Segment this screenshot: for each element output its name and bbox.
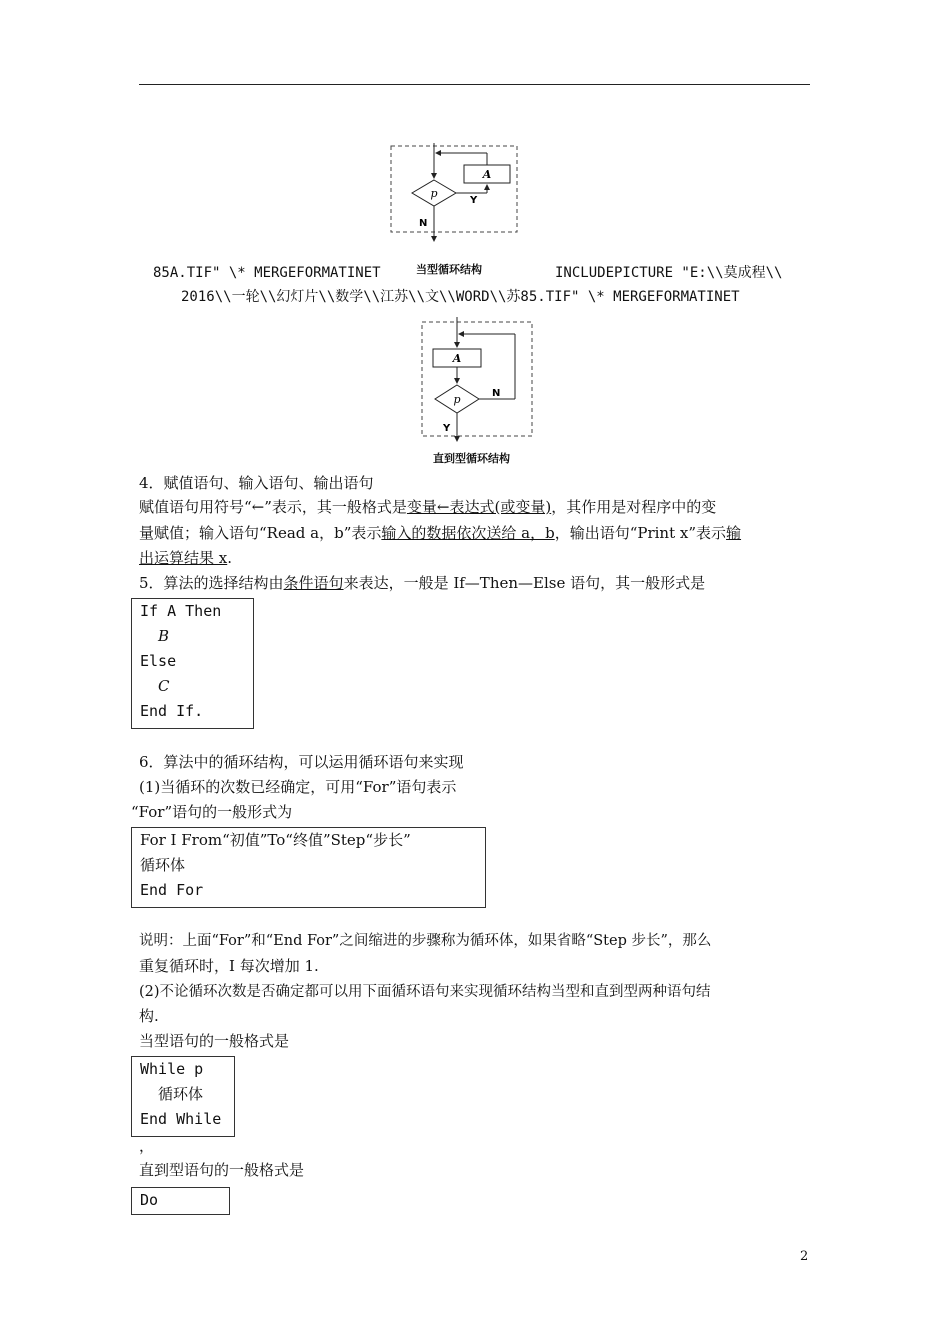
code-line: If A Then	[140, 602, 222, 620]
while-intro: 当型语句的一般格式是	[139, 1032, 290, 1050]
while-loop-flowchart	[388, 143, 520, 243]
code-line: For I From“初值”To“终值”Step“步长”	[140, 831, 411, 849]
section6-note1: 说明：上面“For”和“End For”之间缩进的步骤称为循环体，如果省略“Step 步长”，那么	[139, 933, 712, 949]
code-line: End If.	[140, 702, 204, 720]
fig1-label-n: N	[419, 218, 428, 229]
page-number: 2	[800, 1249, 809, 1264]
code-line: End For	[140, 881, 204, 899]
if-then-else-box	[131, 598, 254, 729]
fig2-label-a: A	[452, 352, 462, 365]
section6-note2: 重复循环时，I 每次增加 1.	[139, 957, 319, 975]
code-line: B	[158, 627, 170, 645]
fig1-label-p: p	[430, 187, 438, 200]
field-code-line1-left: 85A.TIF" \* MERGEFORMATINET	[153, 265, 381, 281]
section4-para-line1: 赋值语句用符号“←”表示，其一般格式是变量←表达式(或变量)，其作用是对程序中的变	[139, 498, 717, 516]
code-line: 循环体	[158, 1085, 204, 1103]
code-line: 循环体	[140, 856, 186, 874]
section4-heading: 4．赋值语句、输入语句、输出语句	[139, 474, 374, 492]
code-line: While p	[140, 1060, 204, 1078]
code-line: C	[158, 677, 170, 695]
fig2-caption: 直到型循环结构	[433, 452, 510, 465]
while-loop-box	[131, 1056, 235, 1137]
section6-sub1: (1)当循环的次数已经确定，可用“For”语句表示	[139, 778, 457, 796]
section4-para-line3: 出运算结果 x.	[139, 549, 233, 567]
code-line: Else	[140, 652, 177, 670]
fig1-label-y: Y	[470, 195, 478, 206]
do-loop-box	[131, 1187, 230, 1215]
section4-para-line2: 量赋值；输入语句“Read a，b”表示输入的数据依次送给 a，b，输出语句“Print x”表示输	[139, 524, 742, 542]
section6-sub2a: (2)不论循环次数是否确定都可以用下面循环语句来实现循环结构当型和直到型两种语句结	[139, 984, 711, 1000]
fig1-caption: 当型循环结构	[416, 263, 482, 276]
section6-sub2b: 构.	[139, 1007, 159, 1025]
section6-heading: 6．算法中的循环结构，可以运用循环语句来实现	[139, 753, 464, 771]
until-loop-flowchart	[419, 317, 535, 443]
section5-text: 5．算法的选择结构由条件语句来表达，一般是 If—Then—Else 语句，其一般形式是	[139, 574, 706, 592]
section6-sub1b: “For”语句的一般形式为	[131, 803, 293, 821]
fig2-label-n: N	[492, 388, 501, 399]
fig2-label-y: Y	[443, 423, 451, 434]
code-line: End While	[140, 1110, 222, 1128]
fig1-label-a: A	[482, 168, 492, 181]
code-line: Do	[140, 1191, 159, 1209]
field-code-line2: 2016\\一轮\\幻灯片\\数学\\江苏\\文\\WORD\\苏85.TIF" \* MERGEFORMATINET	[181, 289, 740, 305]
do-intro: 直到型语句的一般格式是	[139, 1161, 305, 1179]
header-rule	[139, 84, 810, 85]
fig2-label-p: p	[453, 393, 461, 406]
field-code-line1-right: INCLUDEPICTURE "E:\\莫成程\\	[555, 265, 783, 281]
comma: ，	[139, 1137, 155, 1155]
for-loop-box	[131, 827, 486, 908]
